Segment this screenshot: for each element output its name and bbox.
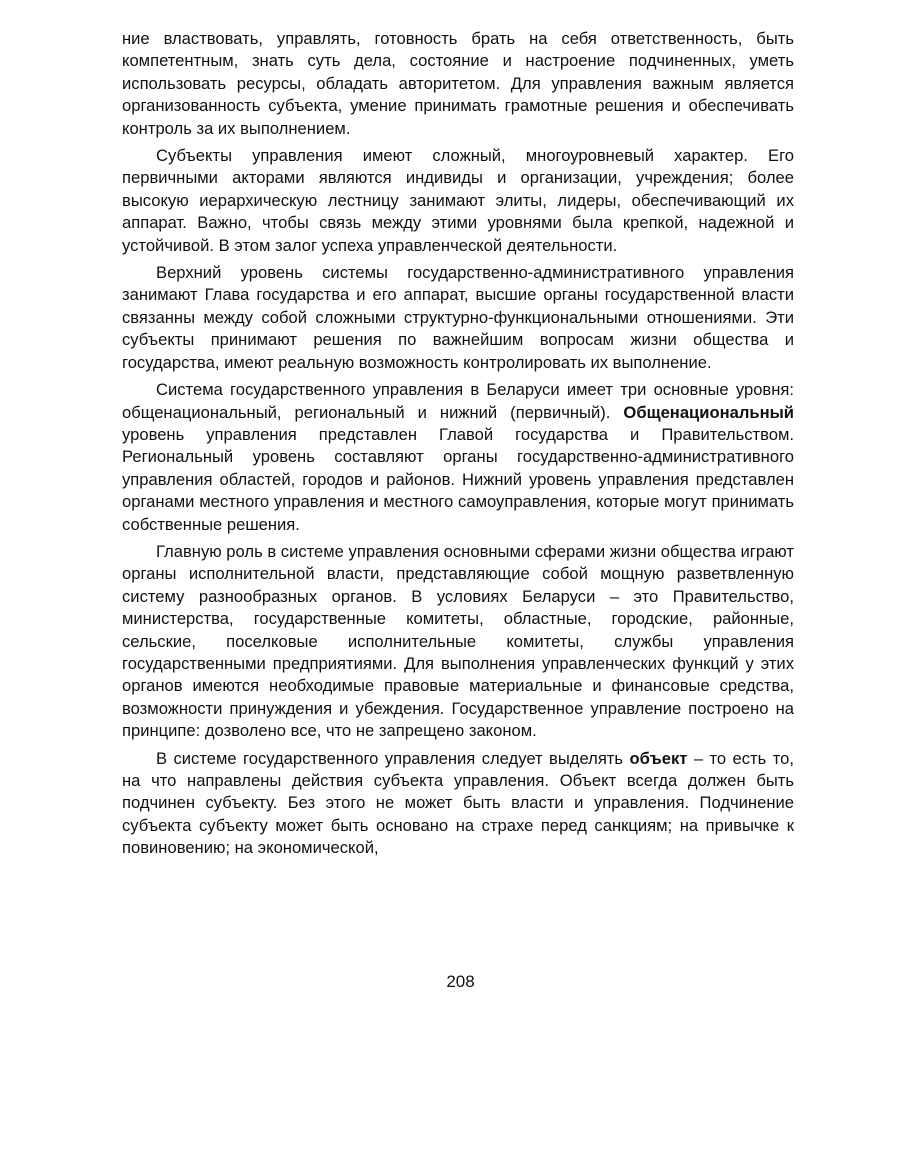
bold-term: объект [629, 748, 688, 768]
page-body [122, 28, 794, 865]
paragraph-text: уровень управления представлен Главой государства и Правительством. Региональный уровень составляют органы государственно-административного управления областей, городов и районов. Нижний уровень управления представлен органами местного управления и местного самоуправления, которые могут принимать собственные решения. [122, 424, 794, 534]
paragraph-upper-level [122, 262, 794, 374]
paragraph-continued [122, 28, 794, 140]
paragraph-text: Верхний уровень системы государственно-административного управления занимают Глава государства и его аппарат, высшие органы государственной власти связанны между собой сложными структурно-функциональными отношениями. Эти субъекты принимают решения по важнейшим вопросам жизни общества и государства, имеют реальную возможность контролировать их выполнение. [122, 263, 794, 372]
paragraph-text: – то есть то, на что направлены действия субъекта управления. Объект всегда должен быть подчинен субъекту. Без этого не может быть власти и управления. Подчинение субъекта субъекту может быть основано на страхе перед санкциям; на привычке к повиновению; на экономической, [122, 748, 794, 858]
paragraph-system-levels [122, 379, 794, 536]
paragraph-text: Главную роль в системе управления основными сферами жизни общества играют органы исполнительной власти, представляющие собой мощную разветвленную систему разнообразных органов. В условиях Беларуси – это Правительство, министерства, государственные комитеты, областные, городские, районные, сельские, поселковые исполнительные комитеты, службы управления государственными предприятиями. Для выполнения управленческих функций у этих органов имеются необходимые правовые материальные и финансовые средства, возможности принуждения и убеждения. Государственное управление построено на принципе: дозволено все, что не запрещено законом. [122, 541, 794, 741]
paragraph-subjects [122, 145, 794, 257]
page-number: 208 [446, 972, 475, 991]
paragraph-text: В системе государственного управления следует выделять [156, 748, 624, 768]
bold-term: Общенациональный [623, 402, 794, 422]
paragraph-text: Субъекты управления имеют сложный, многоуровневый характер. Его первичными акторами являются индивиды и организации, учреждения; более высокую иерархическую лестницу занимают элиты, лидеры, обеспечивающий их аппарат. Важно, чтобы связь между этими уровнями была крепкой, надежной и устойчивой. В этом залог успеха управленческой деятельности. [122, 146, 794, 255]
paragraph-text: ние властвовать, управлять, готовность брать на себя ответственность, быть компетентным, знать суть дела, состояние и настроение подчиненных, уметь использовать ресурсы, обладать авторитетом. Для управления важным является организованность субъекта, умение принимать грамотные решения и обеспечивать контроль за их выполнением. [122, 29, 794, 138]
paragraph-text: Система государственного управления в Беларуси имеет три основные уровня: общенациональный, региональный и нижний (первичный). [122, 380, 794, 422]
paragraph-executive-bodies [122, 541, 794, 743]
paragraph-object [122, 748, 794, 860]
